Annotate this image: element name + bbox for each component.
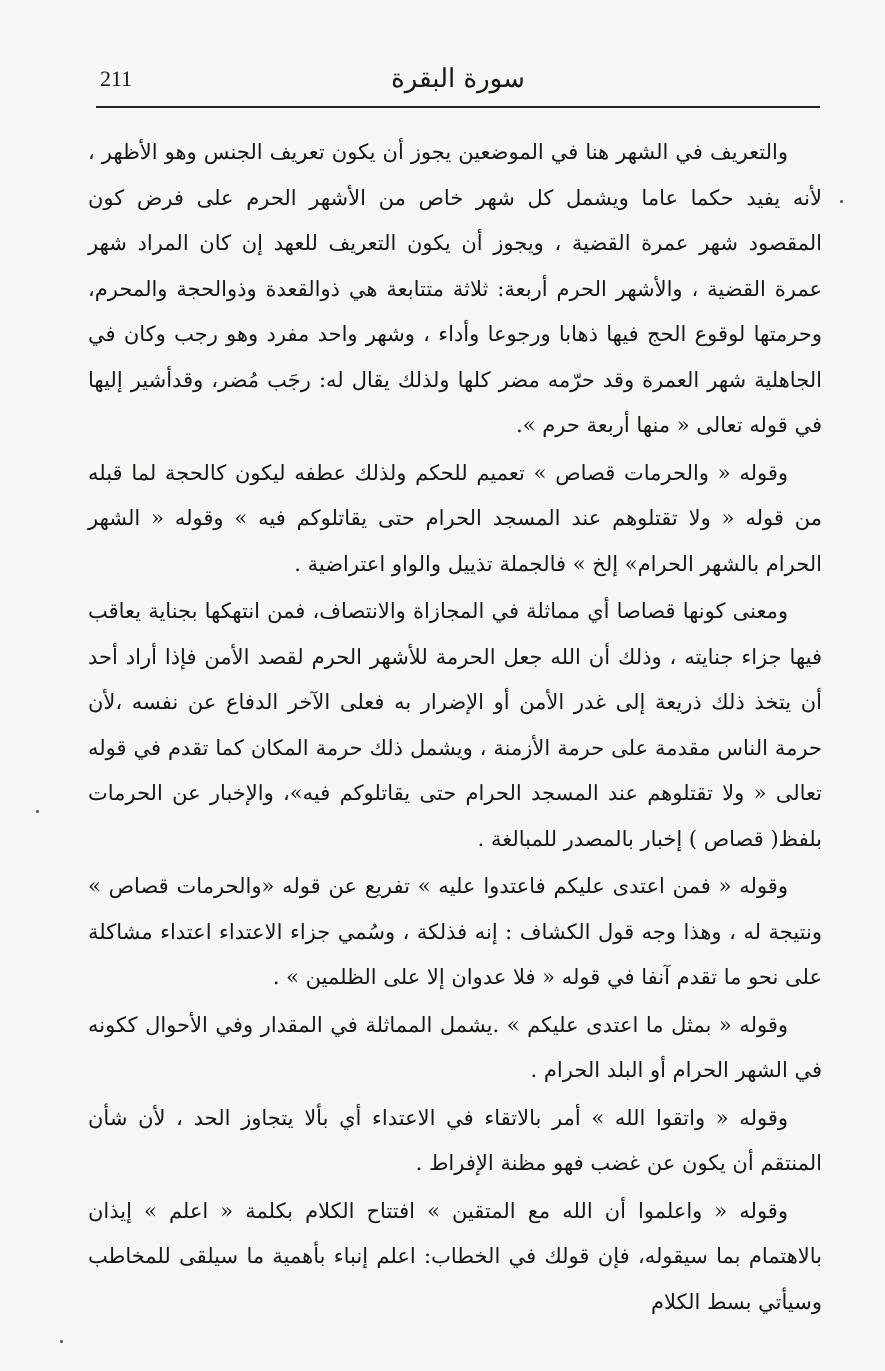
paragraph: ومعنى كونها قصاصا أي مماثلة في المجازاة والانتصاف، فمن انتهكها بجناية يعاقب فيها جزاء جنايته ، وذلك أن الله جعل الحرمة للأشهر الحرم لقصد الأمن فإذا أراد أحد أن يتخذ ذلك ذريعة إلى غدر الأمن أو الإضرار به فعلى الآخر الدفاع عن نفسه ،لأن حرمة الناس مقدمة على حرمة الأزمنة ، ويشمل ذلك حرمة المكان كما تقدم في قوله تعالى « ولا تقتلوهم عند المسجد الحرام حتى يقاتلوكم فيه»، والإخبار عن الحرمات بلفظ( قصاص ) إخبار بالمصدر للمبالغة . — [88, 599, 822, 851]
scan-speck — [36, 810, 39, 813]
paragraph: وقوله « واعلموا أن الله مع المتقين » افتتاح الكلام بكلمة « اعلم » إيذان بالاهتمام بما سيقوله، فإن قولك في الخطاب: اعلم إنباء بأهمية ما سيلقى للمخاطب وسيأتي بسط الكلام — [88, 1198, 822, 1314]
page-header — [96, 62, 820, 110]
page-number: 211 — [100, 66, 133, 91]
header-rule — [96, 106, 820, 108]
paragraph: وقوله « والحرمات قصاص » تعميم للحكم ولذلك عطفه ليكون كالحجة لما قبله من قوله « ولا تقتلوهم عند المسجد الحرام حتى يقاتلوكم فيه » وقوله « الشهر الحرام بالشهر الحرام» إلخ » فالجملة تذييل والواو اعتراضية . — [88, 460, 822, 576]
scan-speck — [60, 1340, 63, 1343]
paragraph: والتعريف في الشهر هنا في الموضعين يجوز أن يكون تعريف الجنس وهو الأظهر ، لأنه يفيد حكما عاما ويشمل كل شهر خاص من الأشهر الحرم على فرض كون المقصود شهر عمرة القضية ، ويجوز أن يكون التعريف للعهد إن كان المراد شهر عمرة القضية ، والأشهر الحرم أربعة: ثلاثة متتابعة هي ذوالقعدة وذوالحجة والمحرم، وحرمتها لوقوع الحج فيها ذهابا ورجوعا وأداء ، وشهر واحد مفرد وهو رجب وكان في الجاهلية شهر العمرة وقد حرّمه مضر كلها ولذلك يقال له: رجَب مُضر، وقدأشير إليها في قوله تعالى « منها أربعة حرم ». — [88, 140, 822, 437]
paragraph: وقوله « بمثل ما اعتدى عليكم » .يشمل المماثلة في المقدار وفي الأحوال ككونه في الشهر الحرام أو البلد الحرام . — [88, 1012, 822, 1082]
scan-speck — [840, 200, 843, 203]
page-body — [88, 130, 822, 1327]
paragraph: وقوله « واتقوا الله » أمر بالاتقاء في الاعتداء أي بألا يتجاوز الحد ، لأن شأن المنتقم أن يكون عن غضب فهو مظنة الإفراط . — [88, 1105, 822, 1175]
paragraph: وقوله « فمن اعتدى عليكم فاعتدوا عليه » تفريع عن قوله «والحرمات قصاص » ونتيجة له ، وهذا وجه قول الكشاف : إنه فذلكة ، وسُمي جزاء الاعتداء اعتداء مشاكلة على نحو ما تقدم آنفا في قوله « فلا عدوان إلا على الظلمين » . — [88, 874, 822, 989]
running-title: سورة البقرة — [391, 64, 525, 94]
